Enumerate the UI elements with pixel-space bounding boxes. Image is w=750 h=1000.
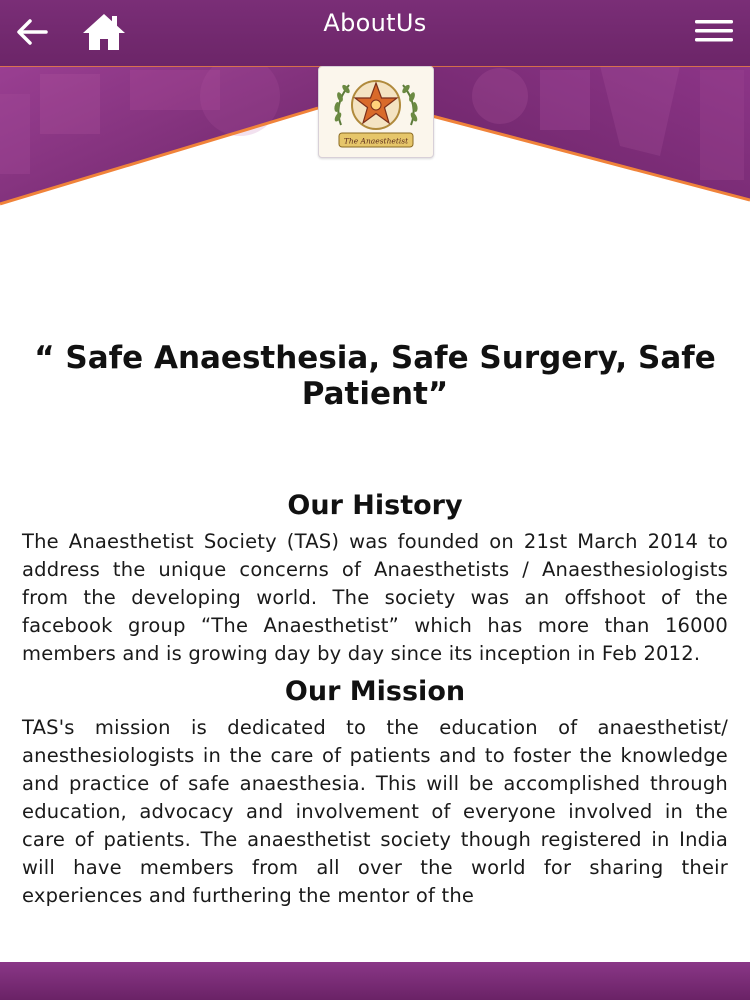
mission-text: TAS's mission is dedicated to the education of anaesthetist/ anesthesiologists in the care of patients and to foster the knowledge and practice of safe anaesthesia. This will be accomplished through education, advocacy and involvement of everyone involved in the care of patients. The anaesthetist society though registered in India will have members from all over the world for sharing their experiences and furthering the mentor of the xyxy=(22,716,728,907)
about-content xyxy=(22,340,728,918)
mission-heading: Our Mission xyxy=(284,676,466,707)
menu-button[interactable] xyxy=(694,16,734,46)
tagline: “ Safe Anaesthesia, Safe Surgery, Safe Patient” xyxy=(34,340,716,412)
logo-caption: The Anaesthetist xyxy=(343,136,409,146)
history-text: The Anaesthetist Society (TAS) was founded on 21st March 2014 to address the unique concerns of Anaesthetists / Anaesthesiologists from the developing world. The society was an offshoot of the facebook group “The Anaesthetist” which has more than 16000 members and is growing day by day since its inception in Feb 2012. xyxy=(22,530,728,665)
top-app-bar xyxy=(0,0,750,66)
society-logo xyxy=(318,66,434,158)
hamburger-menu-icon xyxy=(694,19,734,43)
page-title: AboutUs xyxy=(323,9,427,37)
society-emblem xyxy=(319,67,433,157)
bottom-banner xyxy=(0,962,750,1000)
history-heading: Our History xyxy=(287,490,463,521)
